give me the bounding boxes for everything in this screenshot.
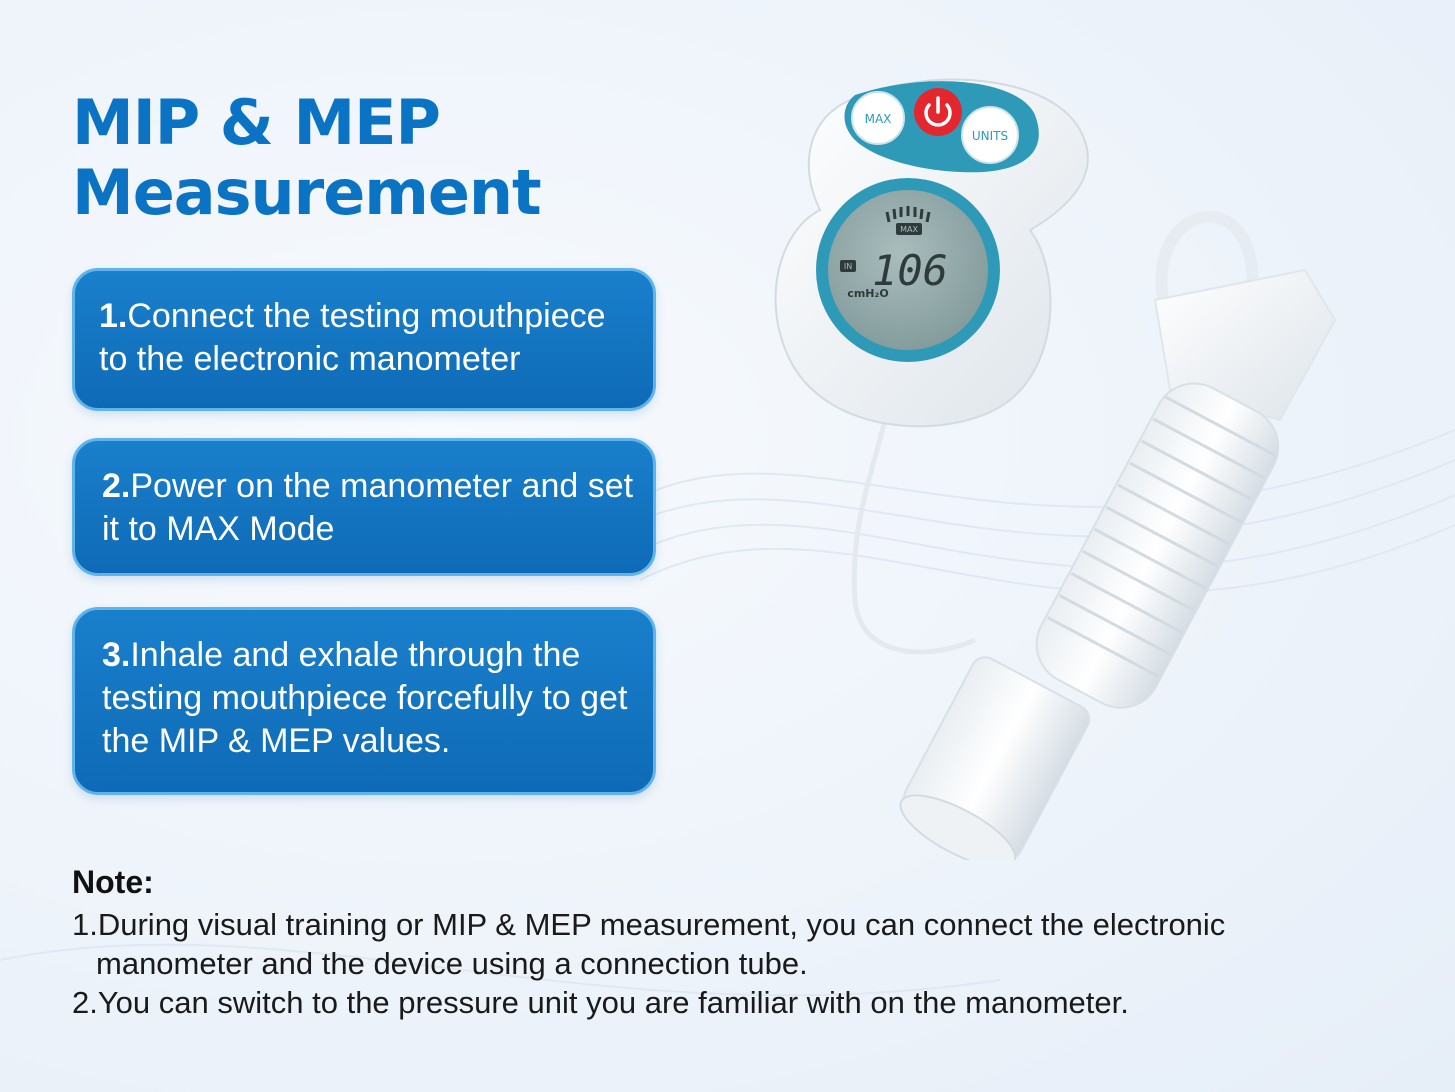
step-card-2 (72, 438, 656, 576)
display-value: 106 (872, 246, 948, 295)
connection-cable (854, 420, 975, 652)
note-title: Note: (72, 864, 154, 900)
step-card-1 (72, 268, 656, 411)
max-button-label: MAX (864, 112, 892, 126)
units-button[interactable] (962, 107, 1018, 163)
manometer-illustration (760, 60, 1400, 860)
max-button[interactable] (852, 92, 904, 144)
step-number: 3. (102, 636, 131, 674)
step-text: Connect the testing mouthpiece to the electronic manometer (99, 297, 606, 378)
step-number: 1. (99, 297, 128, 335)
step-text: Inhale and exhale through the testing mouthpiece forcefully to get the MIP & MEP values. (102, 636, 628, 760)
power-button[interactable] (914, 88, 962, 136)
step-card-3 (72, 607, 656, 795)
title-line-1: MIP & MEP (72, 86, 440, 159)
note-item: 2.You can switch to the pressure unit you are familiar with on the manometer. (72, 985, 1129, 1020)
note-item: 1.During visual training or MIP & MEP measurement, you can connect the electronic manometer and the device using a connection tube. (72, 907, 1226, 981)
step-text: Power on the manometer and set it to MAX Mode (102, 467, 634, 548)
display-unit: cmH₂O (847, 287, 889, 300)
units-button-label: UNITS (971, 129, 1009, 143)
title-line-2: Measurement (72, 156, 541, 229)
display-max-label: MAX (900, 225, 918, 234)
note-list (72, 905, 1372, 1022)
corrugated-tube (1023, 369, 1293, 721)
display-in-label: IN (843, 262, 853, 271)
step-number: 2. (102, 467, 131, 505)
page-title (72, 88, 541, 228)
